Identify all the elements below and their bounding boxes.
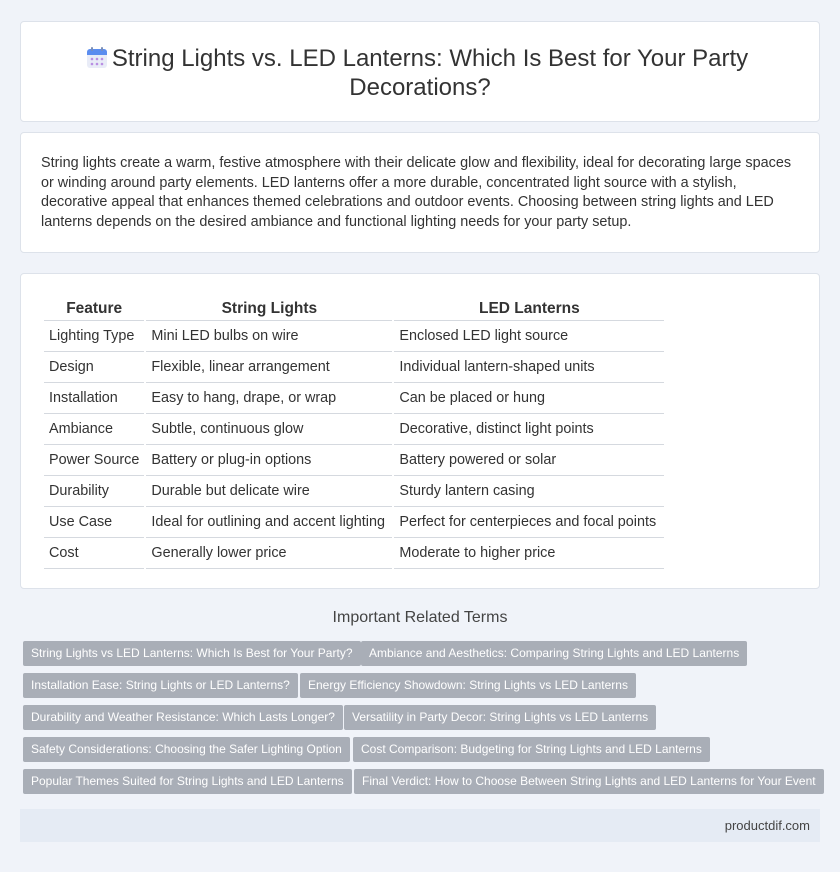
header-string-lights: String Lights — [146, 294, 392, 321]
string-lights-cell: Generally lower price — [146, 538, 392, 569]
string-lights-cell: Mini LED bulbs on wire — [146, 321, 392, 352]
related-tag-link[interactable]: Versatility in Party Decor: String Lights vs LED Lanterns — [344, 705, 656, 730]
led-lanterns-cell: Sturdy lantern casing — [394, 476, 664, 507]
footer-site: productdif.com — [724, 818, 810, 833]
title-card — [20, 21, 820, 122]
related-tag-link[interactable]: Energy Efficiency Showdown: String Lights vs LED Lanterns — [300, 673, 636, 698]
led-lanterns-cell: Battery powered or solar — [394, 445, 664, 476]
string-lights-cell: Flexible, linear arrangement — [146, 352, 392, 383]
string-lights-cell: Durable but delicate wire — [146, 476, 392, 507]
led-lanterns-cell: Decorative, distinct light points — [394, 414, 664, 445]
footer — [20, 809, 820, 842]
related-tag-link[interactable]: Popular Themes Suited for String Lights and LED Lanterns — [23, 769, 352, 794]
string-lights-cell: Easy to hang, drape, or wrap — [146, 383, 392, 414]
feature-cell: Design — [44, 352, 144, 383]
table-row — [44, 476, 664, 507]
header-feature: Feature — [44, 294, 144, 321]
related-tag-link[interactable]: Safety Considerations: Choosing the Safer Lighting Option — [23, 737, 350, 762]
comparison-table — [42, 294, 666, 569]
led-lanterns-cell: Moderate to higher price — [394, 538, 664, 569]
string-lights-cell: Subtle, continuous glow — [146, 414, 392, 445]
feature-cell: Cost — [44, 538, 144, 569]
related-tag-link[interactable]: Durability and Weather Resistance: Which Lasts Longer? — [23, 705, 343, 730]
intro-card — [20, 132, 820, 253]
table-row — [44, 445, 664, 476]
related-tag-link[interactable]: Ambiance and Aesthetics: Comparing String Lights and LED Lanterns — [361, 641, 747, 666]
feature-cell: Ambiance — [44, 414, 144, 445]
page-title-line2: Decorations? — [349, 74, 491, 101]
table-row — [44, 538, 664, 569]
feature-cell: Lighting Type — [44, 321, 144, 352]
related-tag-link[interactable]: Final Verdict: How to Choose Between String Lights and LED Lanterns for Your Event — [354, 769, 824, 794]
led-lanterns-cell: Enclosed LED light source — [394, 321, 664, 352]
string-lights-cell: Battery or plug-in options — [146, 445, 392, 476]
table-row — [44, 414, 664, 445]
related-tag-link[interactable]: Installation Ease: String Lights or LED Lanterns? — [23, 673, 298, 698]
table-row — [44, 383, 664, 414]
table-row — [44, 321, 664, 352]
feature-cell: Power Source — [44, 445, 144, 476]
led-lanterns-cell: Individual lantern-shaped units — [394, 352, 664, 383]
page-title — [21, 44, 819, 102]
feature-cell: Installation — [44, 383, 144, 414]
comparison-card — [20, 273, 820, 589]
string-lights-cell: Ideal for outlining and accent lighting — [146, 507, 392, 538]
header-led-lanterns: LED Lanterns — [394, 294, 664, 321]
table-row — [44, 352, 664, 383]
feature-cell: Durability — [44, 476, 144, 507]
feature-cell: Use Case — [44, 507, 144, 538]
table-row — [44, 507, 664, 538]
led-lanterns-cell: Perfect for centerpieces and focal points — [394, 507, 664, 538]
related-tag-link[interactable]: Cost Comparison: Budgeting for String Lights and LED Lanterns — [353, 737, 710, 762]
led-lanterns-cell: Can be placed or hung — [394, 383, 664, 414]
table-header-row — [44, 294, 664, 321]
intro-text: String lights create a warm, festive atmosphere with their delicate glow and flexibility, ideal for decorating large spaces or winding around party elements. LED lanterns offer a more durable, concentrated light source with a stylish, decorative appeal that enhances themed celebrations and outdoor events. Choosing between string lights and LED lanterns depends on the desired ambiance and functional lighting needs for your party setup. — [41, 155, 792, 230]
related-terms-title: Important Related Terms — [332, 609, 508, 626]
related-tag-link[interactable]: String Lights vs LED Lanterns: Which Is Best for Your Party? — [23, 641, 361, 666]
page-title-line1: String Lights vs. LED Lanterns: Which Is Best for Your Party — [111, 45, 749, 72]
